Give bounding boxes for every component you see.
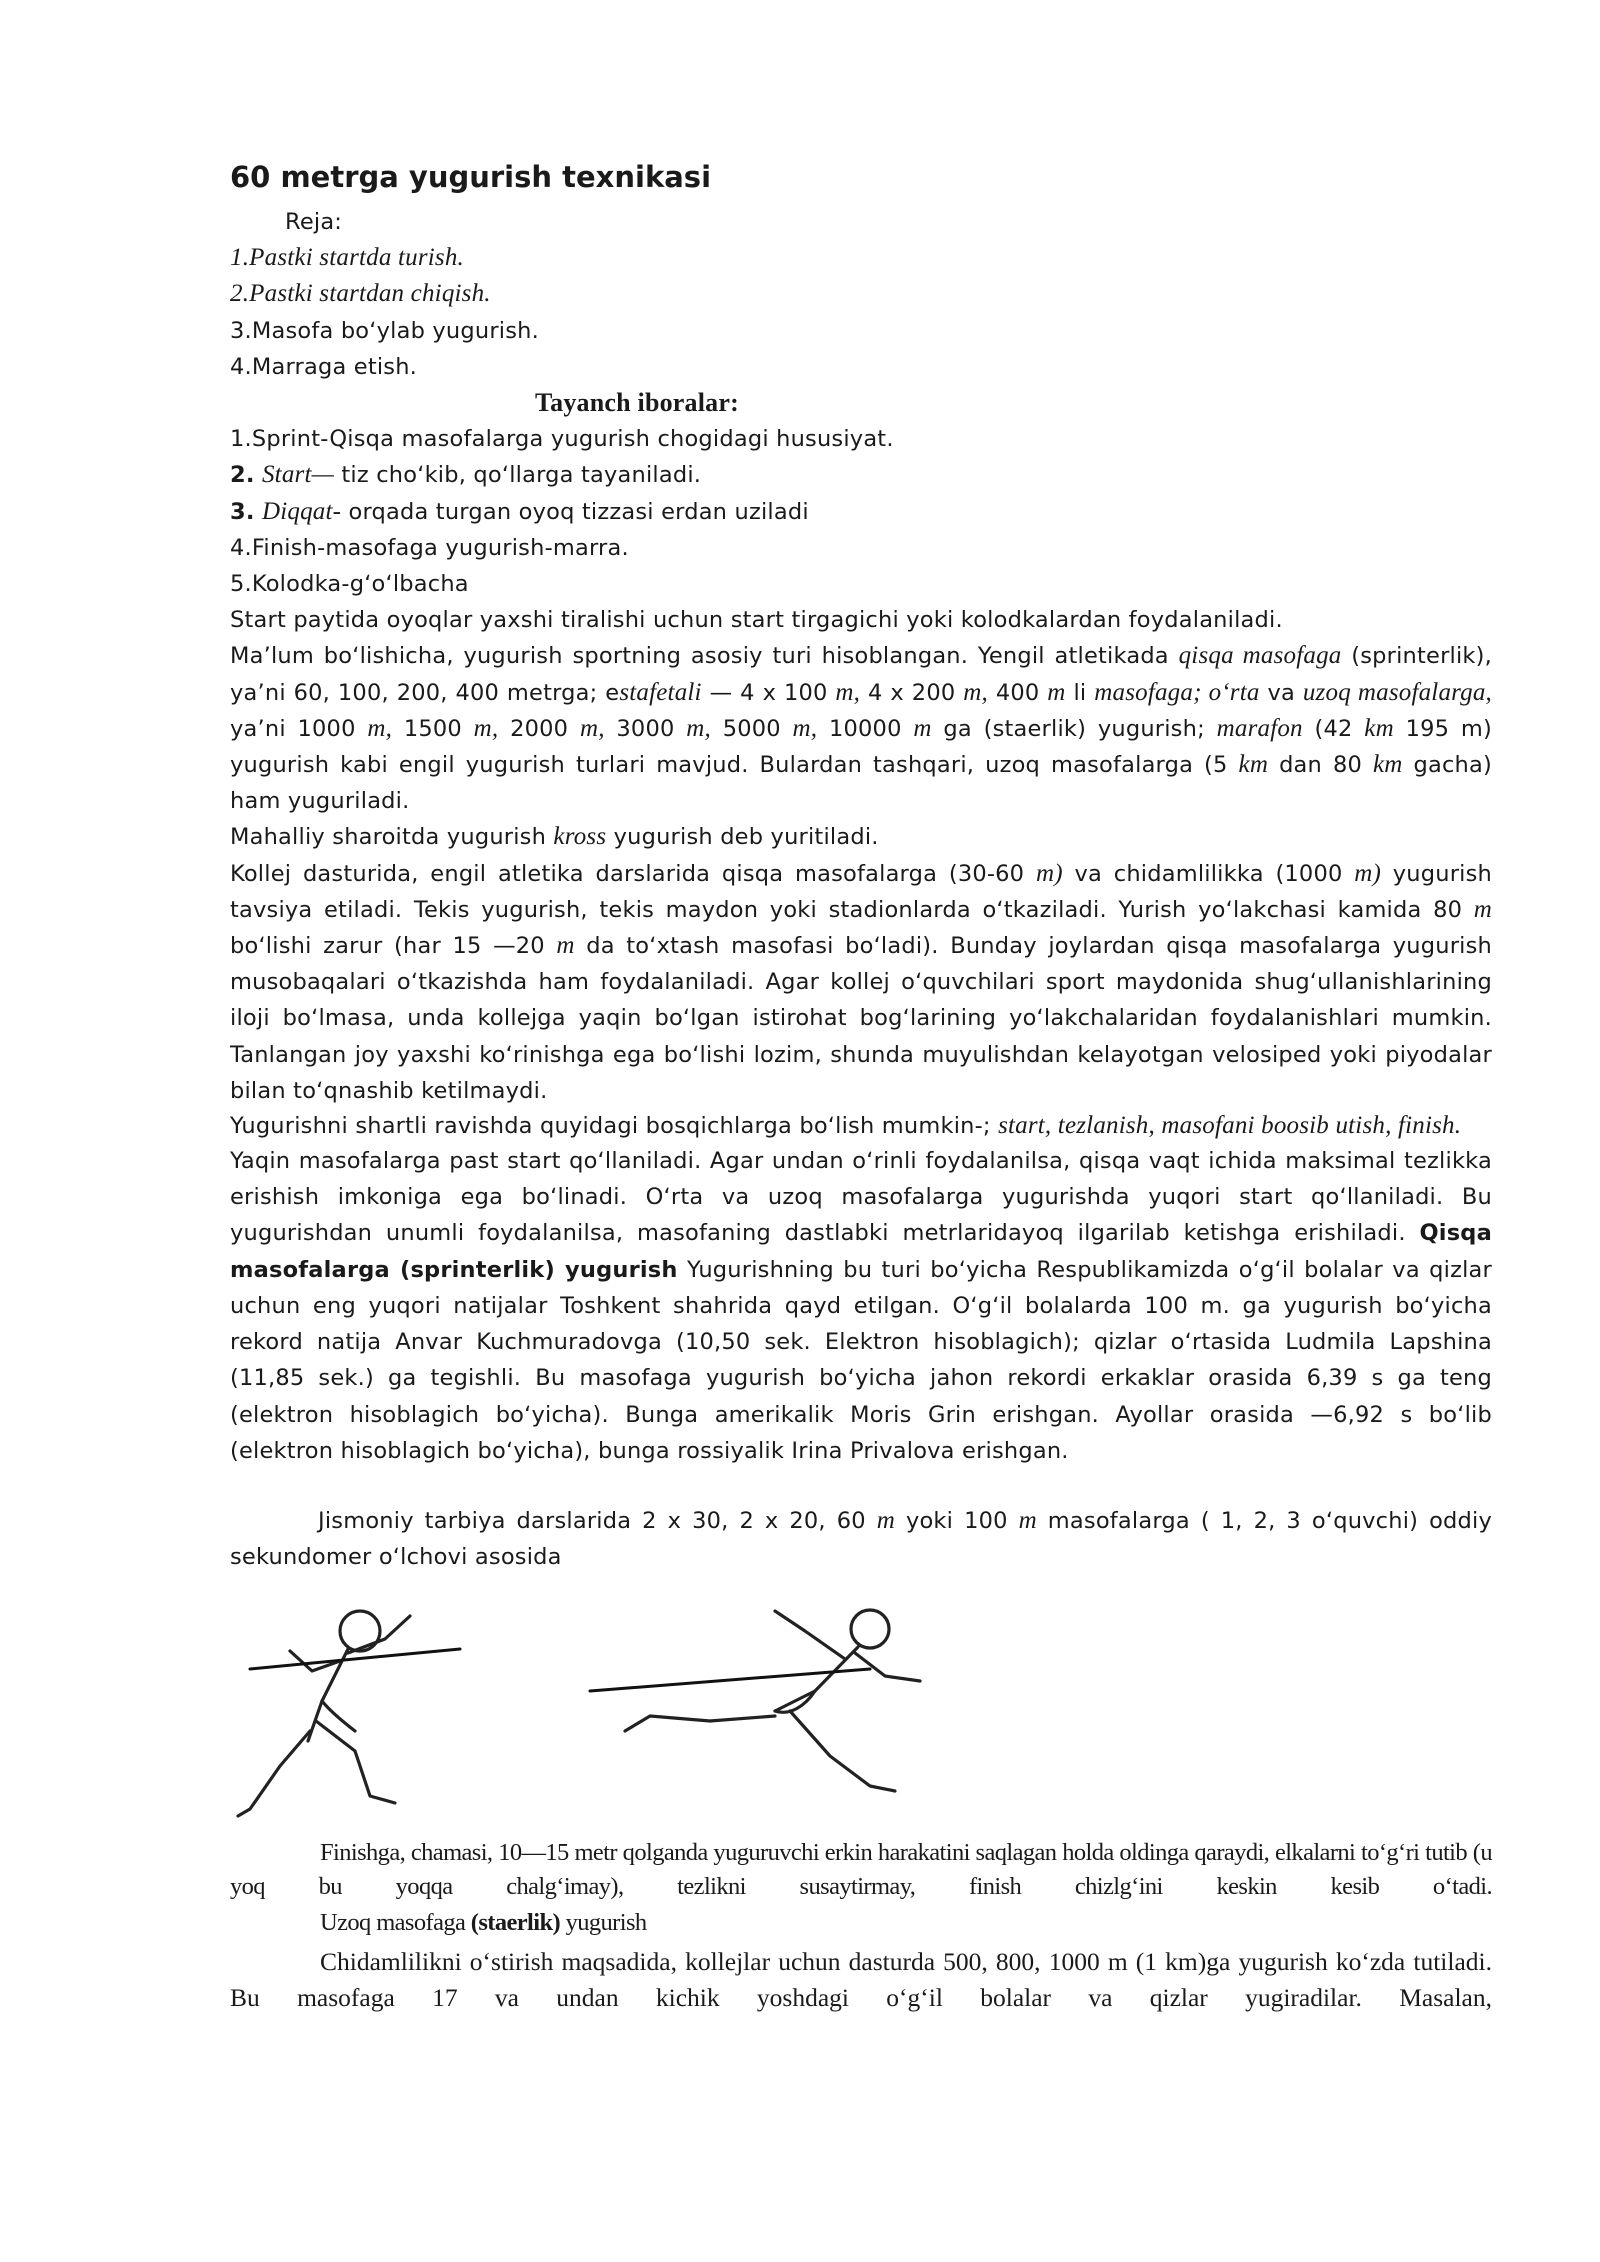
unit-run: m, bbox=[473, 714, 499, 742]
unit-run: m, bbox=[792, 714, 818, 742]
reja-label: Reja: bbox=[285, 209, 343, 235]
text-run: yoki 100 bbox=[894, 1507, 1019, 1534]
tayanch-item-2-text: tiz choʻkib, qoʻllarga tayaniladi. bbox=[334, 462, 702, 489]
text-run: yugurish bbox=[560, 1909, 647, 1937]
runner-2-arm-back bbox=[775, 1611, 845, 1659]
reja-item-1: 1.Pastki startda turish. bbox=[230, 244, 464, 272]
text-run: 4 x 200 bbox=[860, 679, 964, 706]
unit-run: m bbox=[913, 714, 932, 742]
paragraph-yugurish-turlari bbox=[230, 638, 1492, 819]
text-run: va chidamlilikka (1000 bbox=[1062, 860, 1355, 887]
tayanch-item-1: 1.Sprint-Qisqa masofalarga yugurish chogidagi hususiyat. bbox=[230, 426, 894, 453]
unit-run: m, bbox=[579, 714, 605, 742]
text-run: gacha) ham yuguriladi. bbox=[230, 752, 1492, 815]
text-run: — 4 x 100 bbox=[701, 679, 836, 706]
unit-run: m, bbox=[963, 678, 988, 706]
unit-run: km bbox=[1372, 751, 1403, 779]
runner-1-leg-front bbox=[316, 1721, 395, 1803]
runner-1-leg-back bbox=[238, 1731, 310, 1816]
text-run: Ma’lum boʻlishicha, yugurish sportning asosiy turi hisoblangan. Yengil atletikada bbox=[230, 643, 1179, 670]
tayanch-item-2-num: 2. bbox=[230, 462, 255, 489]
runner-2-leg-front bbox=[790, 1711, 895, 1791]
tayanch-item-5: 5.Kolodka-gʻoʻlbacha bbox=[230, 571, 469, 598]
tayanch-item-3-term: Diqqat- bbox=[261, 497, 342, 525]
reja-item-3: 3.Masofa boʻylab yugurish. bbox=[230, 317, 539, 344]
runner-1-shorts bbox=[322, 1701, 355, 1731]
reja-item-4: 4.Marraga etish. bbox=[230, 353, 418, 380]
text-run: 3000 bbox=[604, 715, 687, 742]
unit-run: m) bbox=[1035, 859, 1063, 887]
text-run: dan 80 bbox=[1268, 752, 1373, 779]
tayanch-heading: Tayanch iboralar: bbox=[535, 388, 739, 418]
runner-2-torso bbox=[775, 1647, 858, 1711]
text-run: Mahalliy sharoitda yugurish bbox=[230, 824, 554, 851]
text-run: 400 bbox=[987, 679, 1048, 706]
italic-run: masofaga; oʻrta bbox=[1094, 678, 1260, 706]
paragraph-bosqichlar bbox=[230, 1109, 1492, 1143]
text-run: da toʻxtash masofasi boʻladi). Bunday joylardan qisqa masofalarga yugurish musobaqalari oʻtkazishda ham foydalaniladi. Agar kollej oʻquvchilari sport maydonida shugʻullanishlarining iloji boʻlmasa, unda kollejga yaqin boʻlgan istirohat bogʻlarining yoʻlakchalaridan foydalanishlari mumkin. Tanlangan joy yaxshi koʻrinishga ega boʻlishi lozim, shunda muyulishdan kelayotgan velosiped yoki piyodalar bilan toʻqnashib ketilmaydi. bbox=[230, 933, 1492, 1104]
unit-run: m bbox=[1473, 895, 1492, 923]
reja-item-2: 2.Pastki startdan chiqish. bbox=[230, 280, 491, 308]
spacer bbox=[230, 1469, 1492, 1503]
unit-run: m) bbox=[1354, 859, 1382, 887]
unit-run: m bbox=[1047, 678, 1066, 706]
italic-run: qisqa masofaga bbox=[1178, 642, 1342, 670]
text-run: va bbox=[1259, 679, 1303, 706]
text-run: yugurish deb yuritiladi. bbox=[606, 824, 879, 851]
paragraph-kollej-dasturi bbox=[230, 856, 1492, 1109]
text-run: (42 bbox=[1302, 715, 1365, 742]
italic-run: start, tezlanish, masofani boosib utish, finish. bbox=[998, 1112, 1462, 1140]
text-run: masofalarga ( 1, 2, 3 oʻquvchi) oddiy sekundomer oʻlchovi asosida bbox=[230, 1507, 1492, 1571]
text-run: Jismoniy tarbiya darslarida 2 x 30, 2 x 20, 60 bbox=[318, 1507, 877, 1534]
tayanch-item-4: 4.Finish-masofaga yugurish-marra. bbox=[230, 534, 629, 561]
italic-run: stafetali bbox=[619, 678, 702, 706]
tayanch-item-2-term: Start— bbox=[261, 461, 335, 489]
bold-run: (staerlik) bbox=[470, 1909, 561, 1937]
text-run: 10000 bbox=[817, 715, 914, 742]
text-run: boʻlishi zarur (har 15 —20 bbox=[230, 933, 557, 960]
text-run: ga (staerlik) yugurish; bbox=[931, 715, 1217, 742]
italic-run: uzoq masofalarga, bbox=[1302, 678, 1492, 706]
text-run: (sprinterlik), ya’ni 60, 100, 200, 400 metrga; e bbox=[230, 643, 1492, 706]
unit-run: m, bbox=[686, 714, 711, 742]
italic-run: marafon bbox=[1216, 714, 1303, 742]
text-run: li bbox=[1065, 679, 1095, 706]
italic-run: kross bbox=[553, 823, 607, 851]
text-run: Uzoq masofaga bbox=[320, 1909, 471, 1937]
page-title: 60 metrga yugurish texnikasi bbox=[230, 160, 712, 194]
text-run: ya’ni 1000 bbox=[230, 715, 368, 742]
sprinters-finish-illustration bbox=[230, 1581, 965, 1826]
text-run: 1500 bbox=[392, 715, 474, 742]
text-run: 2000 bbox=[498, 715, 580, 742]
unit-run: m, bbox=[367, 714, 393, 742]
finish-tape-2 bbox=[590, 1669, 870, 1691]
text-run: 5000 bbox=[710, 715, 793, 742]
tayanch-item-2 bbox=[230, 457, 1492, 493]
text-run: Yugurishning bu turi boʻyicha Respublikamizda oʻgʻil bolalar va qizlar uchun eng yuqori natijalar Toshkent shahrida qayd etilgan. Oʻgʻil bolalarda 100 m. ga yugurish boʻyicha rekord natija Anvar Kuchmuradovga (10,50 sek. Elektron hisoblagich); qizlar oʻrtasida Ludmila Lapshina (11,85 sek.) ga tegishli. Bu masofaga yugurish boʻyicha jahon rekordi erkaklar orasida 6,39 s ga teng (elektron hisoblagich boʻyicha). Bunga amerikalik Moris Grin erishgan. Ayollar orasida —6,92 s boʻlib (elektron hisoblagich boʻyicha), bunga rossiyalik Irina Privalova erishgan. bbox=[230, 1256, 1492, 1464]
text-run: Yaqin masofalarga past start qoʻllaniladi. Agar undan oʻrinli foydalanilsa, qisqa vaqt ichida maksimal tezlikka erishish imkoniga ega boʻlinadi. Oʻrta va uzoq masofalarga yugurishda yuqori start qoʻllaniladi. Bu yugurishdan unumli foydalanilsa, masofaning dastlabki metrlaridayoq ilgarilab ketishga erishiladi. bbox=[230, 1148, 1492, 1247]
tayanch-item-3-num: 3. bbox=[230, 498, 255, 525]
text-run: yugurish tavsiya etiladi. Tekis yugurish, tekis maydon yoki stadionlarda oʻtkaziladi. Yurish yoʻlakchasi kamida 80 bbox=[230, 860, 1492, 923]
runner-1-head bbox=[340, 1611, 380, 1651]
unit-run: m bbox=[1018, 1506, 1037, 1534]
runner-2-arm-front bbox=[855, 1653, 920, 1681]
paragraph-start-tirgagich: Start paytida oyoqlar yaxshi tiralishi uchun start tirgagichi yoki kolodkalardan foydalaniladi. bbox=[230, 607, 1283, 634]
runner-2-head bbox=[851, 1610, 889, 1648]
paragraph-finishga: Finishga, chamasi, 10—15 metr qolganda yuguruvchi erkin harakatini saqlagan holda oldinga qaraydi, elkalarni toʻgʻri tutib (u yoq bu yoqqa chalgʻimay), tezlikni susaytirmay, finish chizlgʻini keskin kesib oʻtadi. bbox=[230, 1839, 1492, 1901]
unit-run: m bbox=[556, 932, 575, 960]
paragraph-kross bbox=[230, 819, 1492, 855]
tayanch-item-3 bbox=[230, 494, 1492, 530]
text-run: Kollej dasturida, engil atletika darslarida qisqa masofalarga (30-60 bbox=[230, 860, 1036, 887]
tayanch-item-3-text: orqada turgan oyoq tizzasi erdan uziladi bbox=[341, 498, 809, 525]
paragraph-uzoq-masofa-heading bbox=[230, 1906, 1492, 1940]
document-content bbox=[230, 150, 1492, 2016]
unit-run: m, bbox=[835, 678, 861, 706]
paragraph-chidamlilik: Chidamlilikni oʻstirish maqsadida, kollejlar uchun dasturda 500, 800, 1000 m (1 km)ga yugurish koʻzda tutiladi. Bu masofaga 17 va undan kichik yoshdagi oʻgʻil bolalar va qizlar yugiradilar. Masalan, bbox=[230, 1947, 1492, 2013]
text-run: 195 m) yugurish kabi engil yugurish turlari mavjud. Bulardan tashqari, uzoq masofalarga (5 bbox=[230, 715, 1492, 779]
sprinters-drawing bbox=[230, 1581, 965, 1826]
bold-run: Qisqa masofalarga (sprinterlik) yugurish bbox=[230, 1220, 1492, 1283]
text-run: Yugurishni shartli ravishda quyidagi bosqichlarga boʻlish mumkin-; bbox=[230, 1113, 999, 1140]
runner-2-leg-back bbox=[625, 1716, 775, 1731]
reja-section bbox=[230, 204, 1492, 1575]
paragraph-past-start bbox=[230, 1143, 1492, 1469]
unit-run: km bbox=[1238, 751, 1269, 779]
unit-run: km bbox=[1364, 714, 1394, 742]
unit-run: m bbox=[876, 1506, 895, 1534]
paragraph-jismoniy-tarbiya bbox=[230, 1503, 1492, 1575]
